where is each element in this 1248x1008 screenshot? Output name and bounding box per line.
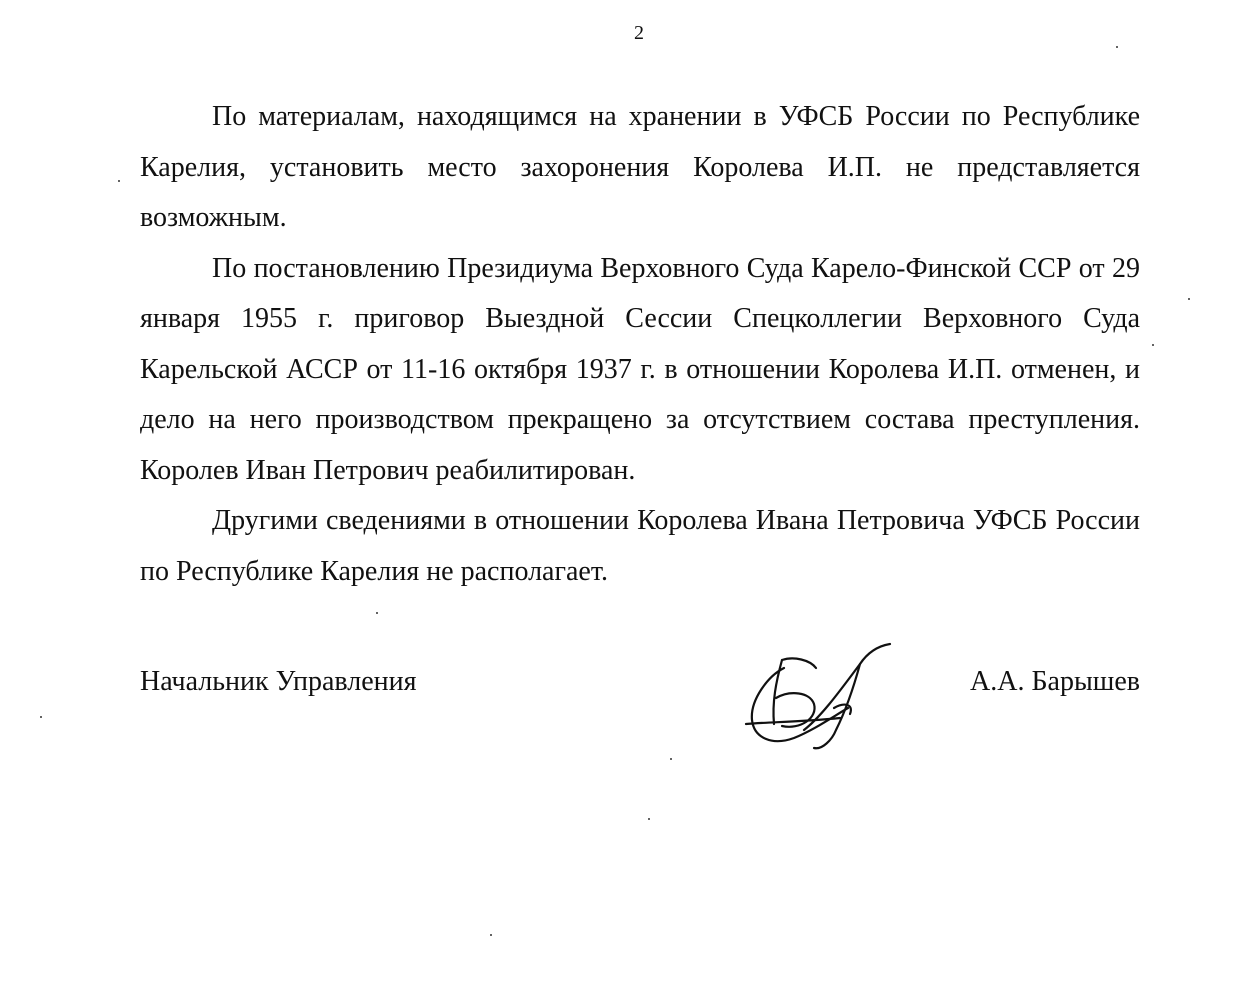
signer-name: А.А. Барышев <box>970 666 1140 697</box>
scan-speck <box>648 818 650 820</box>
scan-speck <box>670 758 672 760</box>
paragraph-burial-site: По материалам, находящимся на хранении в УФСБ России по Республике Карелия, установить место захоронения Королева И.П. не представляется возможным. <box>140 101 1140 233</box>
scan-speck <box>40 716 42 718</box>
paragraph-no-further-info: Другими сведениями в отношении Королева Ивана Петровича УФСБ России по Республике Карелия не располагает. <box>140 505 1140 587</box>
signer-title: Начальник Управления <box>140 666 417 697</box>
document-body <box>140 92 1140 597</box>
scan-speck <box>1152 344 1154 346</box>
signature-block <box>140 666 1140 710</box>
page-number: 2 <box>634 22 644 44</box>
scan-speck <box>118 180 120 182</box>
scan-speck <box>490 934 492 936</box>
handwritten-signature-icon <box>738 638 898 758</box>
scan-speck <box>1188 298 1190 300</box>
scan-speck <box>1116 46 1118 48</box>
scan-speck <box>376 612 378 614</box>
paragraph-rehabilitation: По постановлению Президиума Верховного Суда Карело-Финской ССР от 29 января 1955 г. приговор Выездной Сессии Спецколлегии Верховного Суда Карельской АССР от 11-16 октября 1937 г. в отношении Королева И.П. отменен, и дело на него производством прекращено за отсутствием состава преступления. Королев Иван Петрович реабилитирован. <box>140 252 1140 486</box>
